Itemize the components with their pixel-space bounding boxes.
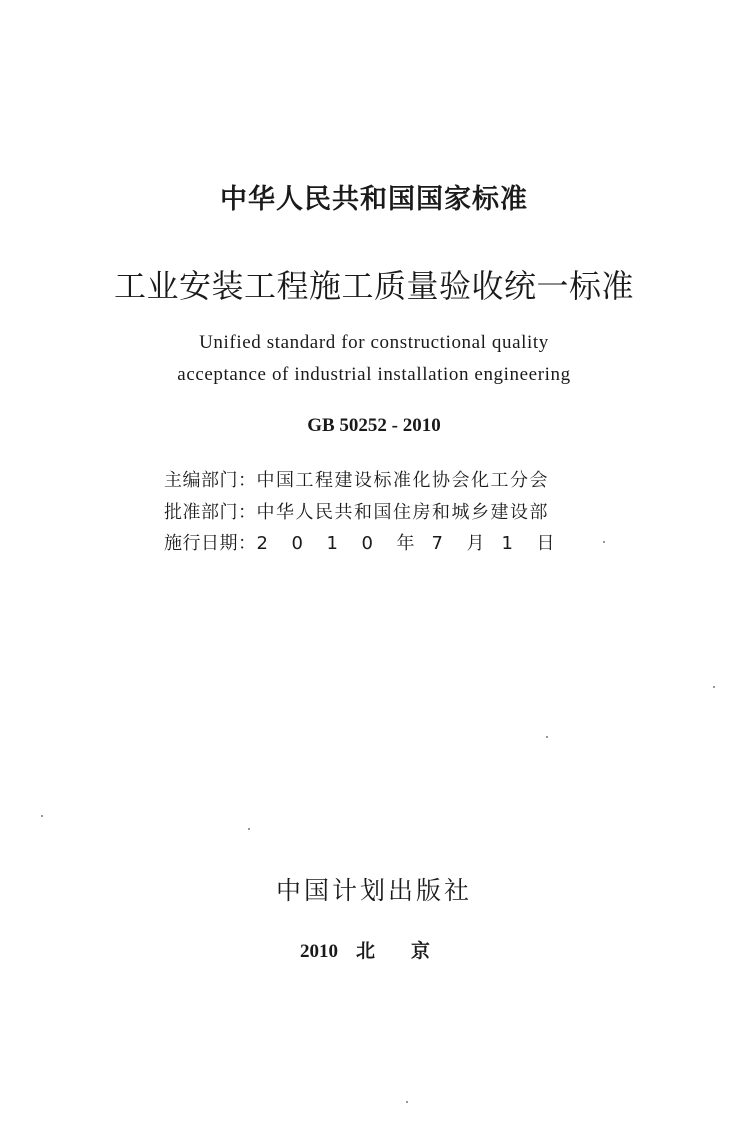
city-char: 北 [356, 940, 376, 962]
effective-date-row [164, 531, 572, 557]
date-part: 年 [396, 533, 415, 554]
date-part: 1 [501, 533, 513, 554]
publisher-name: 中国计划出版社 [275, 876, 472, 905]
scan-speck [546, 736, 548, 738]
publication-city [356, 940, 430, 962]
approval-dept-value: 中华人民共和国住房和城乡建设部 [256, 502, 549, 523]
effective-date-label: 施行日期： [164, 533, 257, 554]
date-part: 7 [431, 533, 443, 554]
date-part: 1 [326, 533, 338, 554]
scan-speck [603, 541, 605, 543]
date-part: 月 [466, 533, 485, 554]
approval-dept-row [164, 500, 549, 526]
scan-speck [248, 828, 250, 830]
date-part: 日 [536, 533, 555, 554]
standard-title-english-line-1: Unified standard for constructional quality [199, 332, 549, 353]
standard-code: GB 50252 - 2010 [307, 415, 441, 436]
scan-speck [713, 686, 715, 688]
approval-dept-label: 批准部门： [164, 502, 257, 523]
city-char: 京 [411, 940, 431, 962]
date-part: 0 [291, 533, 303, 554]
publication-year: 2010 [300, 941, 338, 962]
publication-place-year [300, 938, 430, 965]
standard-title-chinese: 工业安装工程施工质量验收统一标准 [113, 267, 634, 305]
scan-speck [41, 815, 43, 817]
date-part: 2 [256, 533, 268, 554]
chief-editor-row [164, 468, 549, 494]
date-part: 0 [361, 533, 373, 554]
chief-editor-value: 中国工程建设标准化协会化工分会 [256, 470, 549, 491]
chief-editor-label: 主编部门： [164, 470, 257, 491]
effective-date-value [257, 533, 572, 554]
standard-title-english-line-2: acceptance of industrial installation engineering [177, 364, 571, 385]
series-title: 中华人民共和国国家标准 [220, 184, 528, 215]
scan-speck [406, 1101, 408, 1103]
